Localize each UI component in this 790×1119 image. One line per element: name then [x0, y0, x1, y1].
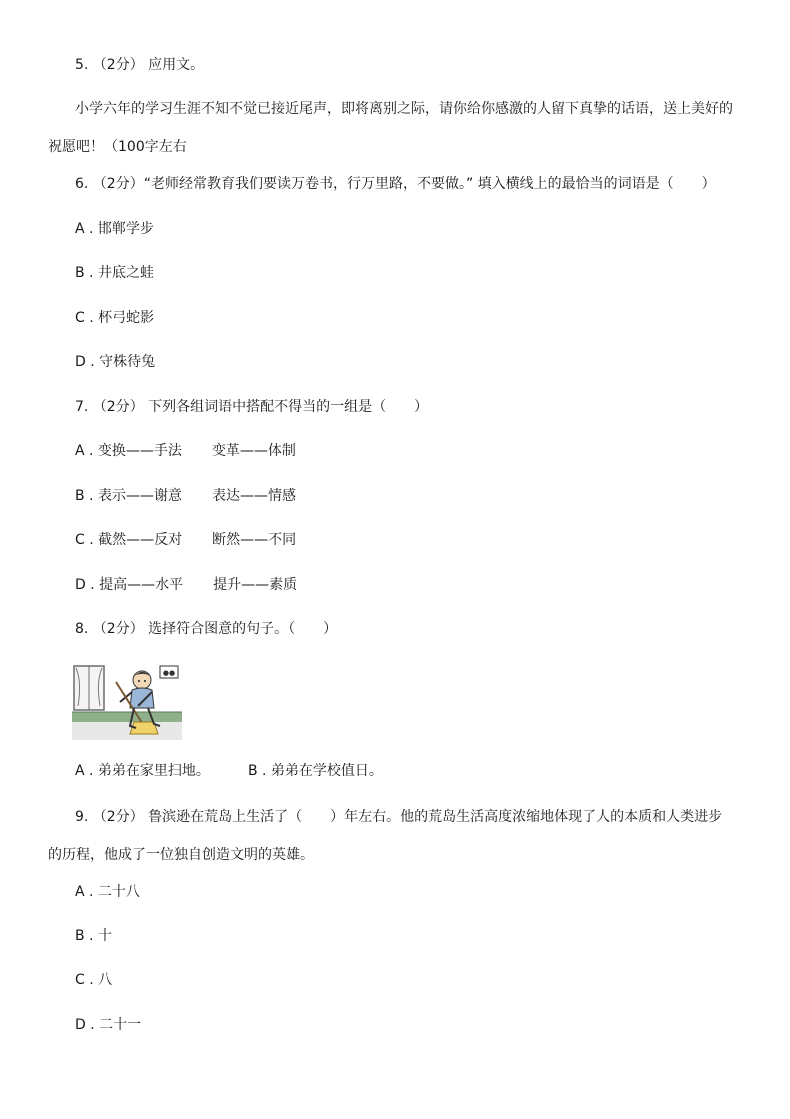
- question-6-option-b[interactable]: B . 井底之蛙: [75, 265, 154, 281]
- option-d-left: D . 提高——水平: [75, 577, 184, 593]
- question-8-option-a[interactable]: A . 弟弟在家里扫地。: [75, 763, 210, 779]
- option-b-right: 表达——情感: [211, 488, 296, 504]
- question-7-option-b[interactable]: [75, 486, 296, 506]
- question-5-header: 5. （2分） 应用文。: [75, 57, 205, 73]
- question-9-option-d[interactable]: D . 二十一: [75, 1017, 142, 1033]
- question-9-header-line-2: 的历程，他成了一位独自创造文明的英雄。: [48, 847, 314, 863]
- question-6-header: 6. （2分）“老师经常教育我们要读万卷书，行万里路，不要做。” 填入横线上的最恰当的词语是（ ）: [75, 176, 716, 192]
- question-8-option-b[interactable]: B . 弟弟在学校值日。: [247, 763, 383, 779]
- question-6-option-a[interactable]: A . 邯郸学步: [75, 221, 154, 237]
- question-9-option-a[interactable]: A . 二十八: [75, 884, 140, 900]
- option-a-right: 变革——体制: [211, 443, 296, 459]
- option-a-left: A . 变换——手法: [75, 443, 182, 459]
- question-9-header-line-1: 9. （2分） 鲁滨逊在荒岛上生活了（ ）年左右。他的荒岛生活高度浓缩地体现了人的本质和人类进步: [75, 809, 723, 825]
- option-d-right: 提升——素质: [213, 577, 298, 593]
- option-c-left: C . 截然——反对: [75, 532, 183, 548]
- question-7-option-a[interactable]: [75, 441, 296, 461]
- question-9-header: [48, 798, 748, 874]
- boy-sweeping-floor-illustration: [72, 662, 182, 740]
- option-c-right: 断然——不同: [212, 532, 297, 548]
- question-7-option-d[interactable]: [75, 575, 297, 595]
- question-7-option-c[interactable]: [75, 530, 296, 550]
- question-6-option-c[interactable]: C . 杯弓蛇影: [75, 310, 155, 326]
- option-b-left: B . 表示——谢意: [75, 488, 182, 504]
- question-8-header: 8. （2分） 选择符合图意的句子。（ ）: [75, 621, 338, 637]
- svg-text:●●: ●●: [162, 669, 176, 677]
- question-9-option-c[interactable]: C . 八: [75, 972, 113, 988]
- question-5-body: [48, 90, 748, 166]
- question-8-options: [75, 761, 383, 781]
- question-5-body-line-1: 小学六年的学习生涯不知不觉已接近尾声，即将离别之际，请你给你感激的人留下真挚的话语，送上美好的: [75, 101, 733, 117]
- question-6-option-d[interactable]: D . 守株待兔: [75, 354, 156, 370]
- question-7-header: 7. （2分） 下列各组词语中搭配不得当的一组是（ ）: [75, 399, 429, 415]
- question-5-body-line-2: 祝愿吧！（100字左右: [48, 139, 187, 155]
- question-9-option-b[interactable]: B . 十: [75, 928, 112, 944]
